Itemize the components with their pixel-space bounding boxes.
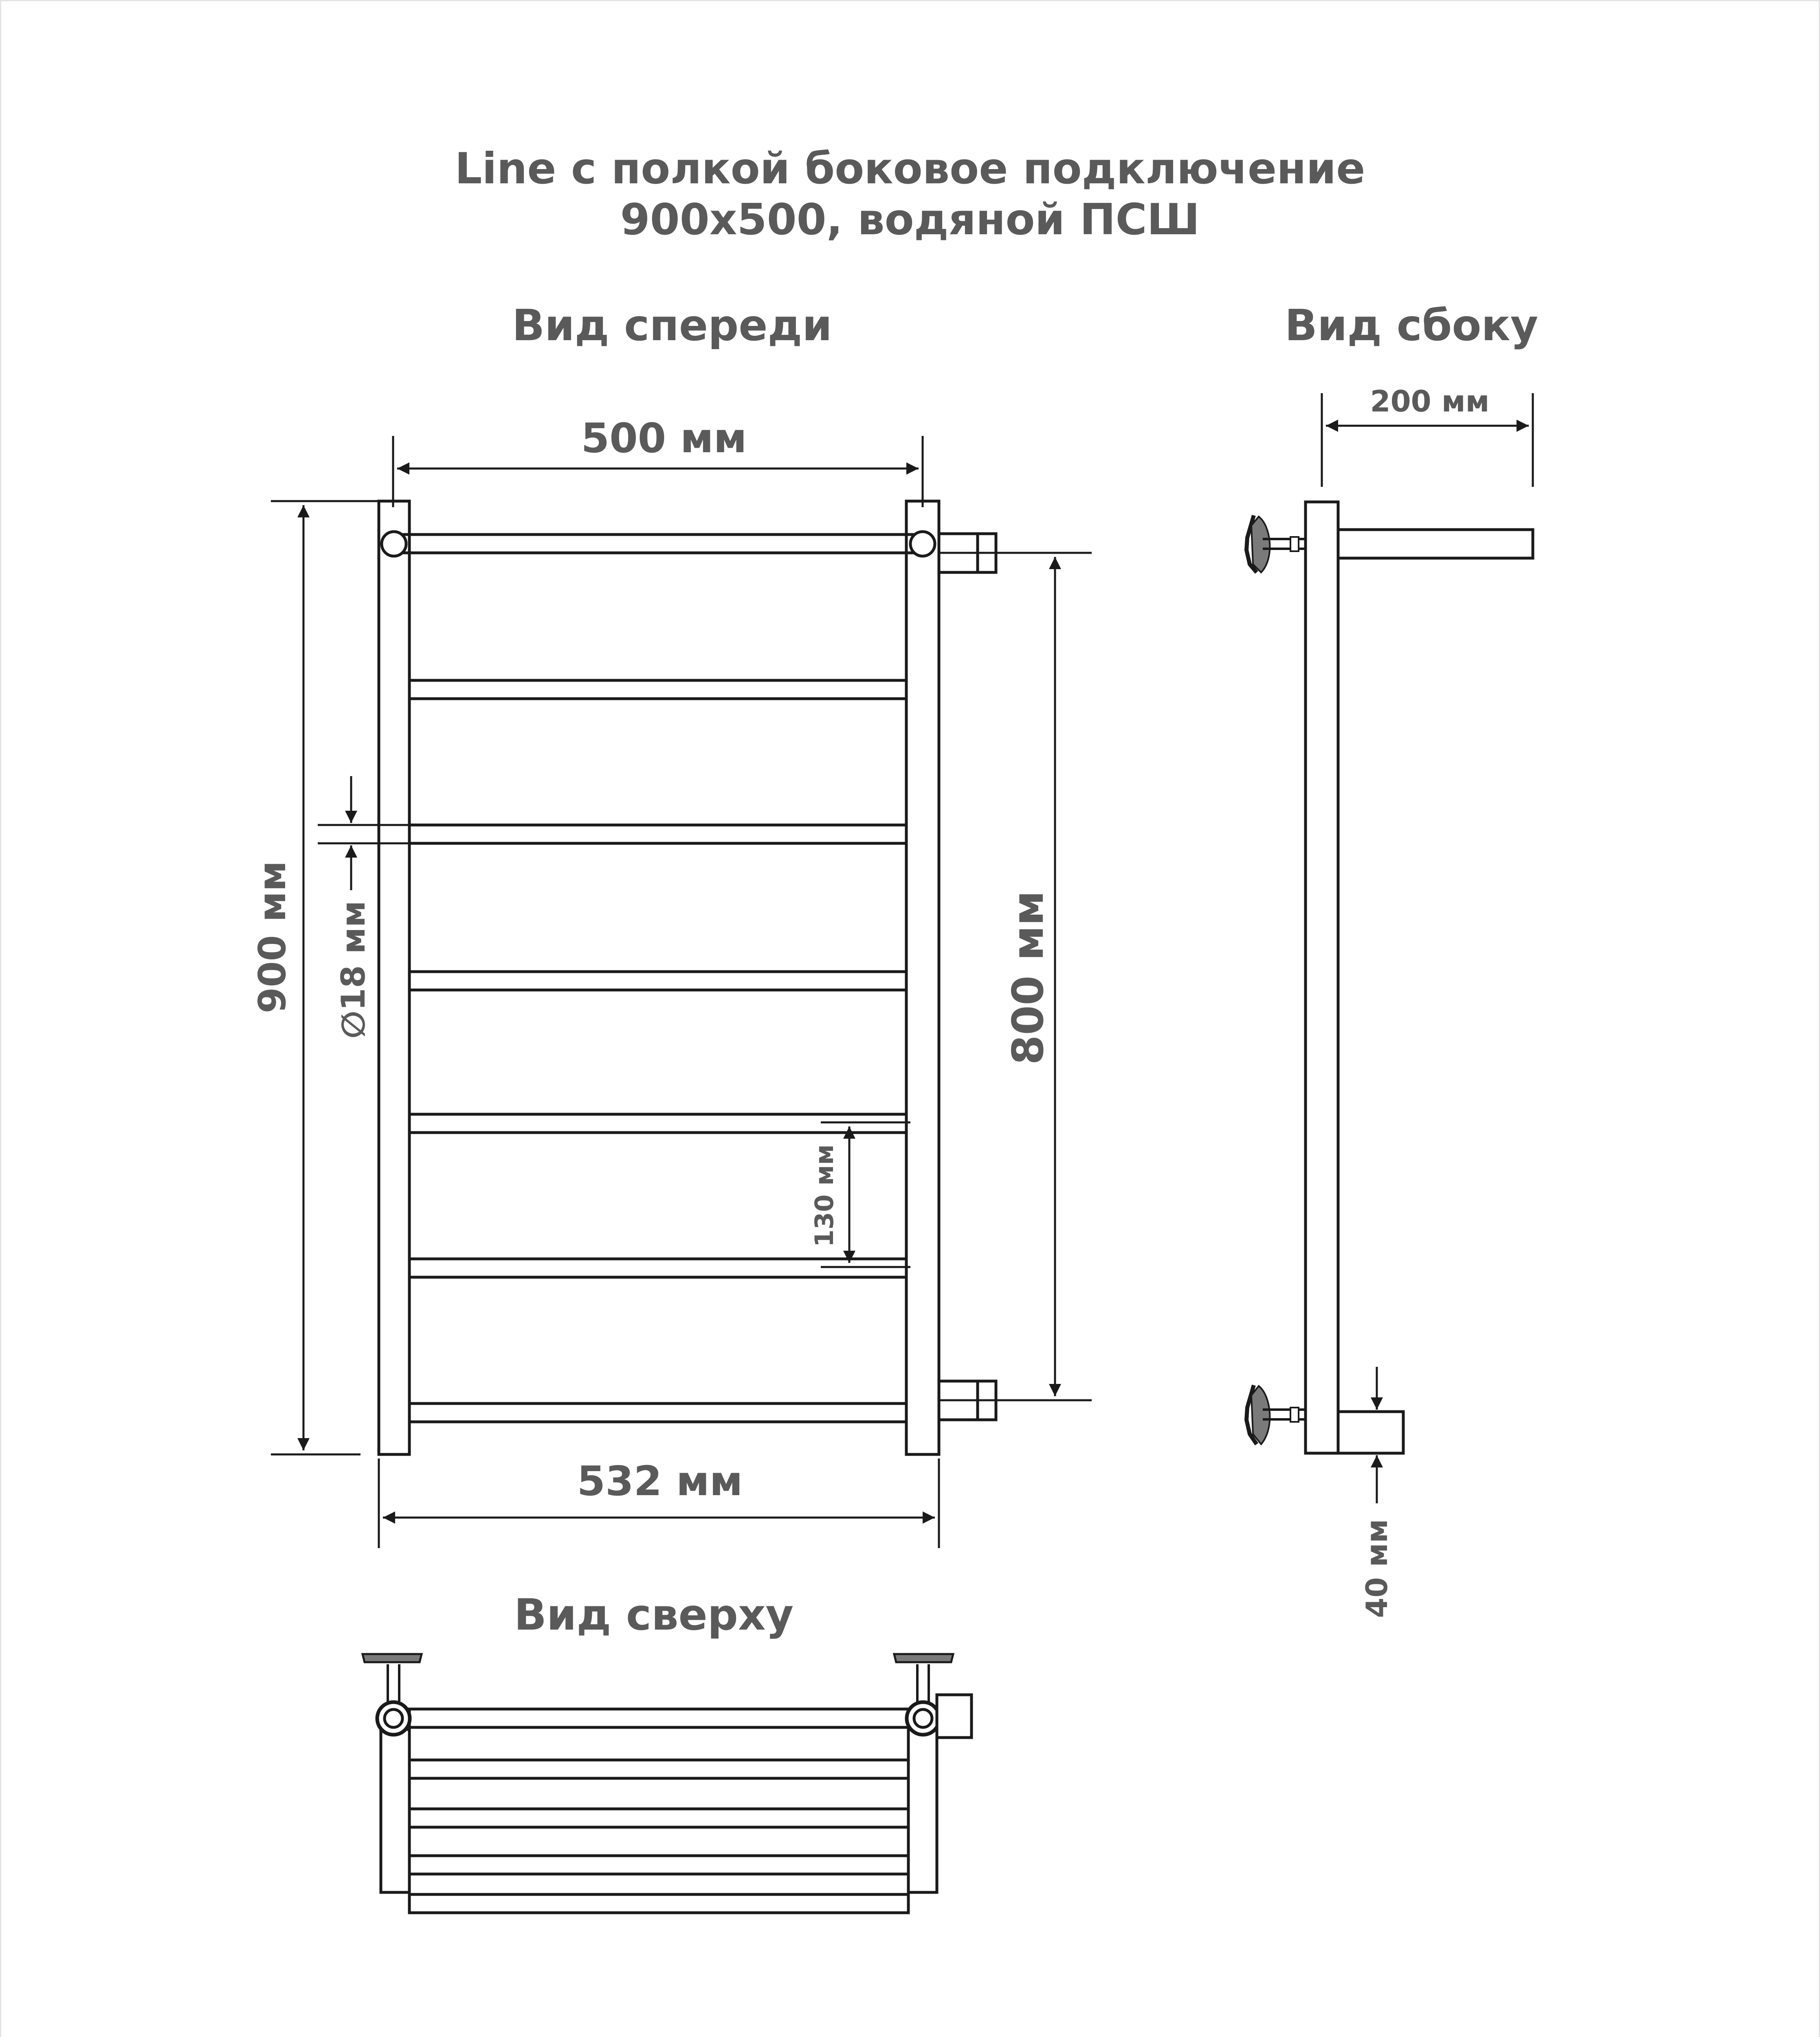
- rung-3: [409, 972, 906, 990]
- top-bar-3: [409, 1809, 908, 1827]
- side-view: [1246, 502, 1533, 1453]
- top-inlet-fitting: [937, 1695, 972, 1738]
- top-bar: [397, 535, 917, 553]
- top-right-post: [908, 1729, 937, 1892]
- rung-6: [409, 1403, 906, 1422]
- side-bottom-block: [1338, 1412, 1403, 1453]
- shelf-depth-label: 200 мм: [1370, 384, 1490, 418]
- side-dimensions: [1322, 393, 1533, 1503]
- top-bar-5: [409, 1894, 908, 1913]
- front-view: [379, 501, 996, 1454]
- right-post: [906, 501, 939, 1454]
- left-post: [379, 501, 409, 1454]
- top-bar-4: [409, 1856, 908, 1874]
- top-left-mount-icon: [363, 1654, 422, 1735]
- upper-wall-mount-icon: [1246, 515, 1306, 572]
- top-view-heading: Вид сверху: [514, 1590, 794, 1640]
- height-total-label: 900 мм: [251, 860, 294, 1014]
- bottom-offset-label: 40 мм: [1360, 1519, 1394, 1618]
- width-bottom-label: 532 мм: [577, 1457, 743, 1505]
- top-left-post: [381, 1729, 409, 1892]
- top-bar-left-end-icon: [382, 532, 406, 556]
- top-bar-right-end-icon: [910, 532, 935, 556]
- top-bar-1: [409, 1709, 908, 1727]
- title-line1: Line с полкой боковое подключение: [455, 144, 1365, 194]
- rung-1: [409, 680, 906, 699]
- lower-wall-mount-icon: [1246, 1385, 1306, 1444]
- diameter-icon: ∅: [334, 1010, 372, 1039]
- bar-spacing-label: 130 мм: [809, 1144, 839, 1247]
- top-bar-2: [409, 1760, 908, 1778]
- side-shelf: [1338, 530, 1533, 558]
- top-right-mount-icon: [894, 1654, 972, 1738]
- rung-2: [409, 825, 906, 843]
- side-post: [1306, 502, 1338, 1453]
- front-view-heading: Вид спереди: [512, 301, 832, 350]
- width-top-label: 500 мм: [581, 414, 747, 462]
- title-line2: 900х500, водяной ПСШ: [620, 195, 1200, 244]
- center-distance-label: 800 мм: [1003, 891, 1053, 1065]
- pipe-diameter-label: ∅18 мм: [334, 900, 372, 1039]
- top-view: [363, 1654, 972, 1913]
- side-view-heading: Вид сбоку: [1284, 301, 1539, 350]
